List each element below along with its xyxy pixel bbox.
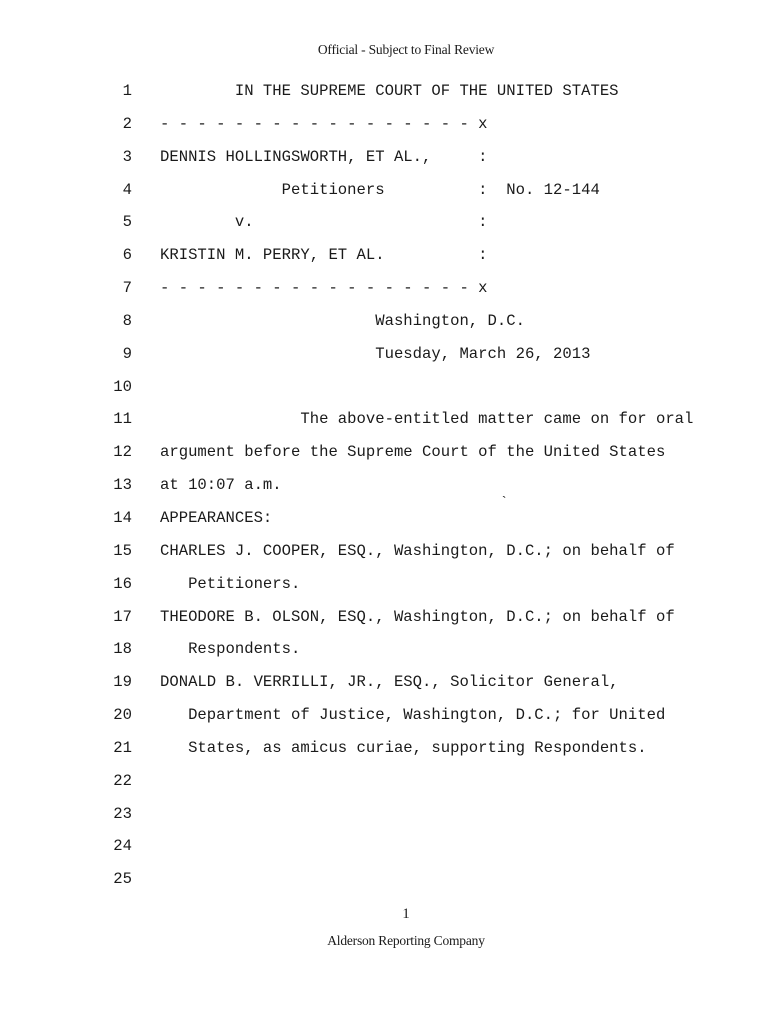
line-text: Respondents.	[160, 640, 301, 659]
line-number: 22	[113, 771, 132, 790]
line-number: 24	[113, 837, 132, 856]
transcript-line	[0, 403, 768, 436]
line-text: CHARLES J. COOPER, ESQ., Washington, D.C.; on behalf of	[160, 541, 675, 560]
transcript-line	[0, 305, 768, 338]
transcript-line	[0, 830, 768, 863]
line-text: KRISTIN M. PERRY, ET AL. :	[160, 246, 488, 265]
line-text: States, as amicus curiae, supporting Respondents.	[160, 738, 647, 757]
line-number: 8	[122, 311, 132, 330]
transcript-line	[0, 502, 768, 535]
line-text: Petitioners : No. 12-144	[160, 180, 600, 199]
transcript-line	[0, 174, 768, 207]
transcript-line	[0, 371, 768, 404]
line-number: 3	[122, 147, 132, 166]
transcript-line	[0, 436, 768, 469]
transcript-line	[0, 732, 768, 765]
transcript-line	[0, 535, 768, 568]
line-number: 4	[122, 180, 132, 199]
line-text: argument before the Supreme Court of the United States	[160, 443, 666, 462]
transcript-line	[0, 206, 768, 239]
page-number: 1	[402, 906, 410, 922]
line-number: 9	[122, 344, 132, 363]
line-number: 1	[122, 82, 132, 100]
line-number: 18	[113, 640, 132, 659]
line-number: 16	[113, 574, 132, 593]
line-number: 21	[113, 738, 132, 757]
line-text: Tuesday, March 26, 2013	[160, 344, 591, 363]
line-number: 19	[113, 673, 132, 692]
transcript-line	[0, 75, 768, 108]
transcript-line	[0, 863, 768, 896]
transcript-line	[0, 272, 768, 305]
page-footer: Alderson Reporting Company	[327, 933, 485, 948]
line-number: 13	[113, 476, 132, 495]
line-number: 5	[122, 213, 132, 232]
line-text: The above-entitled matter came on for oral	[160, 410, 694, 429]
transcript-line	[0, 568, 768, 601]
transcript-line	[0, 666, 768, 699]
line-text: Petitioners.	[160, 574, 301, 593]
transcript-line	[0, 338, 768, 371]
line-number: 2	[122, 114, 132, 133]
transcript-body	[0, 75, 768, 896]
transcript-line	[0, 108, 768, 141]
line-text: APPEARANCES:	[160, 508, 273, 527]
line-number: 17	[113, 607, 132, 626]
line-number: 11	[113, 410, 132, 429]
line-text: - - - - - - - - - - - - - - - - - x	[160, 114, 488, 133]
transcript-line	[0, 798, 768, 831]
line-number: 7	[122, 279, 132, 298]
line-text: THEODORE B. OLSON, ESQ., Washington, D.C.; on behalf of	[160, 607, 675, 626]
line-number: 10	[113, 377, 132, 396]
line-number: 14	[113, 508, 132, 527]
transcript-line	[0, 601, 768, 634]
line-text: DENNIS HOLLINGSWORTH, ET AL., :	[160, 147, 488, 166]
line-text: v. :	[160, 213, 488, 232]
transcript-line	[0, 239, 768, 272]
transcript-line	[0, 633, 768, 666]
line-text: - - - - - - - - - - - - - - - - - x	[160, 279, 488, 298]
page-header: Official - Subject to Final Review	[317, 42, 495, 57]
transcript-line	[0, 765, 768, 798]
line-number: 15	[113, 541, 132, 560]
line-text: DONALD B. VERRILLI, JR., ESQ., Solicitor General,	[160, 673, 619, 692]
line-number: 25	[113, 870, 132, 889]
line-number: 6	[122, 246, 132, 265]
line-number: 23	[113, 804, 132, 823]
line-text: Washington, D.C.	[160, 311, 525, 330]
line-number: 20	[113, 706, 132, 725]
transcript-line	[0, 699, 768, 732]
transcript-line	[0, 141, 768, 174]
line-text: at 10:07 a.m.	[160, 476, 282, 495]
line-text: Department of Justice, Washington, D.C.; for United	[160, 706, 666, 725]
transcript-line	[0, 469, 768, 502]
line-text: IN THE SUPREME COURT OF THE UNITED STATES	[160, 82, 619, 100]
stray-mark: `	[502, 493, 507, 508]
line-number: 12	[113, 443, 132, 462]
